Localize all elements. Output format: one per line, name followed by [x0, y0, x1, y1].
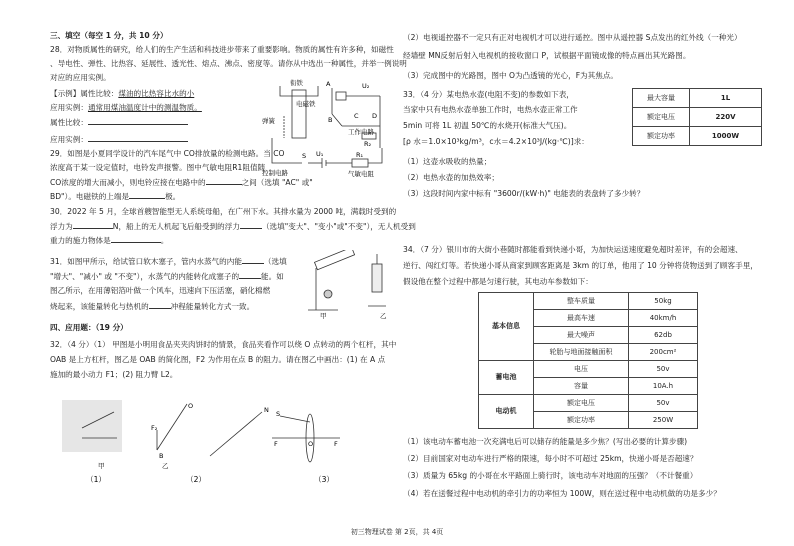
label-work-circuit: 工作电路 — [348, 128, 374, 136]
q31-line1-text: 31．如图甲所示，给试管口软木塞子，管内水蒸气的内能 — [50, 257, 242, 266]
q28-line1: 28．对物质属性的研究，给人们的生产生活和科技进步带来了重要影响。物质的属性有许多种，如磁性 — [50, 45, 394, 54]
q30-line2 — [50, 220, 416, 232]
q31-line4 — [50, 300, 254, 312]
q34-sub4: （4）若在送餐过程中电动机的牵引力的功率恒为 100W，则在送过程中电动机做的功是多少？ — [403, 489, 721, 498]
label-control-circuit: 控制电路 — [262, 169, 288, 177]
q28-line2: 、导电性、弹性、比热容、延展性、透光性、熔点、沸点、密度等。请你从中选出一种属性，并举一例说明 — [50, 59, 407, 68]
q32-cont-line2: 经墙壁 MN反射后射入电视机的接收窗口 P，试根据平面镜成像的特点画出其光路图。 — [403, 51, 691, 60]
table-row — [633, 127, 762, 146]
spec-key: 电压 — [534, 361, 629, 378]
circuit-diagram — [262, 78, 390, 180]
q33-line2: 当家中只有电热水壶单独工作时，电热水壶正常工作 — [403, 105, 578, 114]
q34-sub1: （1）该电动车蓄电池一次充满电后可以储存的能量是多少焦？(写出必要的计算步骤) — [403, 437, 688, 446]
q31-line3: 图乙所示，在用薄铝箔叶做一个风车，迅速向下压活塞，硝化棉燃 — [50, 286, 271, 295]
label-u2: U₂ — [362, 82, 370, 90]
fig-caption-3: （3） — [314, 475, 335, 484]
group-name: 基本信息 — [479, 293, 534, 361]
q28-example-app — [50, 102, 202, 113]
q30-line2-tail: （选填"变大"、"变小"或"不变"），无人机受到 — [261, 222, 416, 231]
section4-title: 四、应用题：（19 分） — [50, 323, 128, 332]
q30-line2-mid: N，船上的无人机起飞后船受到的浮力 — [112, 222, 240, 231]
label-b: B — [328, 116, 333, 124]
label-gas-sensor: 气敏电阻 — [348, 170, 374, 178]
label-r2: R₂ — [364, 140, 372, 148]
electromagnet-core — [292, 90, 306, 138]
section3-title: 三、填空（每空 1 分，共 10 分） — [50, 31, 168, 40]
armature-frame — [280, 86, 318, 96]
lens-label-s: S — [276, 410, 281, 418]
q32-figures — [62, 398, 382, 486]
q28-app-blank[interactable] — [88, 133, 188, 142]
q33-line1: 33．（4 分）某电热水壶(电阻不变)的参数如下表， — [403, 90, 574, 99]
q31-line4-tail: 冲程能量转化方式一致。 — [170, 302, 255, 311]
spec-value: 62db — [629, 327, 698, 344]
label-r1: R₁ — [356, 151, 364, 159]
q28-app — [50, 133, 188, 145]
group-name: 蓄电池 — [479, 361, 534, 395]
q31-label-jia: 甲 — [320, 312, 327, 320]
q28-example-label: 【示例】属性比较： — [50, 89, 119, 98]
label-s: S — [302, 152, 307, 160]
lens-label-o: O — [308, 440, 314, 448]
q29-blank2[interactable] — [129, 190, 165, 199]
table-row — [479, 293, 698, 310]
spec-value: 40km/h — [629, 310, 698, 327]
q31-line2-text: "增大"、"减小" 或 "不变"），水蒸气的内能转化成塞子的 — [50, 272, 240, 281]
label-spring: 弹簧 — [262, 117, 275, 125]
spec-key: 最大噪声 — [534, 327, 629, 344]
q29-line3-text: CO浓度的增大而减小，则电铃应接在电路中的 — [50, 178, 206, 187]
spec-value: 1000W — [690, 127, 762, 146]
q34-line3: 假设他在整个过程中都是匀速行驶，其电动车参数如下： — [403, 277, 593, 286]
q31-line1 — [50, 255, 287, 267]
label-c: C — [354, 112, 359, 120]
spec-value: 220V — [690, 108, 762, 127]
q33-sub3: （3）这段时间内家中标有 "3600r/(kW·h)" 电能表的表盘转了多少转？ — [403, 189, 645, 198]
q29-line3-tail: 之间（选填 "AC" 或" — [241, 178, 313, 187]
q34-sub2: （2）目前国家对电动车进行严格的限速，每小时不可超过 25km，快递小哥是否超速？ — [403, 454, 698, 463]
q30-line3-tail: 。 — [160, 236, 169, 245]
incident-ray — [280, 416, 310, 422]
spec-key: 轮胎与地面接触面积 — [534, 344, 629, 361]
q30-blank2[interactable] — [240, 220, 262, 229]
q34-line1: 34．（7 分）银川市的大街小巷随时都能看到快递小哥，为加快运送速度避免超时差评，有的会超速、 — [403, 245, 743, 254]
lens-label-f-left: F — [274, 440, 278, 448]
spec-key: 额定功率 — [633, 127, 690, 146]
mirror-label-n: N — [264, 406, 269, 414]
q28-line3: 对应的应用实例。 — [50, 73, 111, 82]
spec-value: 250W — [629, 412, 698, 429]
label-a: A — [326, 80, 331, 88]
q33-sub2: （2）电热水壶的加热效率； — [403, 173, 499, 182]
q28-prop-label: 属性比较： — [50, 118, 88, 127]
q34-spec-table — [478, 292, 698, 429]
spec-key: 最大容量 — [633, 89, 690, 108]
q30-line2-text: 浮力为 — [50, 222, 73, 231]
lens-label-f-right: F — [334, 440, 338, 448]
spec-key: 容量 — [534, 378, 629, 395]
q31-blank2[interactable] — [239, 270, 261, 279]
q33-sub1: （1）这壶水吸收的热量； — [403, 157, 492, 166]
q31-label-yi: 乙 — [380, 312, 387, 320]
q29-line4-tail: 极。 — [165, 192, 181, 201]
clip-arm — [82, 412, 114, 428]
spec-key: 最高车速 — [534, 310, 629, 327]
spec-value: 10A.h — [629, 378, 698, 395]
q30-blank1[interactable] — [73, 220, 113, 229]
q33-spec-table — [632, 88, 762, 146]
q28-example-value: 煤油的比热容比水的小 — [118, 89, 195, 98]
burner — [324, 290, 332, 298]
q34-line2: 逆行、闯红灯等。若快递小哥从商家到顾客距离是 3km 的订单，他用了 10 分钟将货物送到了顾客手里， — [403, 261, 758, 270]
spec-value: 1L — [690, 89, 762, 108]
q31-figures — [298, 250, 392, 320]
q30-line3 — [50, 234, 168, 246]
fig-label-jia: 甲 — [98, 462, 105, 470]
q28-prop — [50, 116, 188, 128]
q28-prop-blank[interactable] — [88, 116, 188, 125]
spec-value: 200cm² — [629, 344, 698, 361]
q34-sub3: （3）质量为 65kg 的小哥在水平路面上骑行时，该电动车对地面的压强？（不计餐重） — [403, 471, 698, 480]
mirror-mn — [210, 412, 262, 456]
q32-line1: 32．（4 分）（1） 甲图是小明用食品夹夹肉饼时的情景，食品夹看作可以绕 O 点转动的两个杠杆，其中 — [50, 340, 397, 349]
group-name: 电动机 — [479, 395, 534, 429]
spec-value: 50v — [629, 361, 698, 378]
q31-line4-text: 烧起来，该能量转化与热机的 — [50, 302, 149, 311]
q32-cont-line3: （3）完成图中的光路图，图中 O为凸透镜的光心，F为其焦点。 — [403, 71, 619, 80]
label-u1: U₁ — [316, 150, 324, 158]
bell-box — [336, 92, 346, 100]
table-row — [479, 395, 698, 412]
q29-blank1[interactable] — [206, 176, 242, 185]
label-armature: 衔铁 — [290, 79, 303, 87]
label-d: D — [372, 112, 378, 120]
q32-line2: OAB 是上方杠杆，图乙是 OAB 的简化图，F2 为作用在点 B 的阻力。请在图乙中画出：(1) 在 A 点 — [50, 355, 386, 364]
q29-line4-text: BD"）。电磁铁的上端是 — [50, 192, 130, 201]
table-row — [633, 108, 762, 127]
lever-label-b: B — [159, 452, 164, 460]
spec-key: 额定功率 — [534, 412, 629, 429]
q31-blank3[interactable] — [149, 300, 171, 309]
piston-tube — [372, 264, 382, 292]
q28-example — [50, 88, 194, 99]
spec-key: 额定电压 — [534, 395, 629, 412]
table-row — [633, 89, 762, 108]
spec-key: 整车质量 — [534, 293, 629, 310]
spec-value: 50v — [629, 395, 698, 412]
q32-cont-line1: （2）电视遥控器不一定只有正对电视机才可以进行遥控。图中从遥控器 S点发出的红外线（一种光） — [403, 33, 742, 42]
page-footer: 初三物理试卷 第 2页，共 4页 — [350, 528, 444, 536]
q33-line3: 5min 可将 1L 初温 50℃的水烧开(标准大气压)。 — [403, 121, 572, 130]
q28-example-app-label: 应用实例： — [50, 103, 88, 112]
q29-line2: 浓度高于某一设定值时，电铃发声报警。图中气敏电阻R1阻值随 — [50, 163, 266, 172]
lever-label-f2: F₂ — [151, 424, 158, 432]
q30-line3-text: 重力的施力物体是 — [50, 236, 111, 245]
q30-blank3[interactable] — [111, 234, 161, 243]
fig-caption-1: （1） — [86, 475, 107, 484]
table-row — [479, 361, 698, 378]
fig-caption-2: （2） — [186, 475, 207, 484]
gas-sensor-r1 — [352, 159, 368, 167]
fig-label-yi: 乙 — [162, 462, 169, 470]
q28-example-app-value: 通常用煤油温度计中的测温物质。 — [87, 103, 202, 112]
q33-line4: [ρ 水＝1.0×10³kg/m³，c水＝4.2×10³J/(kg·℃)]求： — [403, 137, 589, 146]
q28-app-label: 应用实例： — [50, 135, 88, 144]
spec-key: 额定电压 — [633, 108, 690, 127]
lever-oab — [157, 404, 187, 450]
q29-line1: 29．如图是小夏同学设计的汽车尾气中 CO排放量的检测电路。当 CO — [50, 149, 285, 158]
q29-line4 — [50, 190, 180, 202]
q30-line1: 30．2022 年 5 月，全球首艘智能型无人系统母船，在广州下水。其排水量为 2000 吨，满载时受到的 — [50, 207, 397, 216]
q31-blank1[interactable] — [242, 255, 264, 264]
q32-line3: 施加的最小动力 F1；(2) 阻力臂 L2。 — [50, 370, 178, 379]
label-electromagnet: 电磁铁 — [296, 100, 316, 108]
q31-line2-tail: 能。如 — [261, 272, 284, 281]
q31-line2 — [50, 270, 284, 282]
q31-line1-tail: （选填 — [263, 257, 287, 266]
spec-value: 50kg — [629, 293, 698, 310]
test-tube — [315, 250, 355, 270]
lever-label-o: O — [188, 402, 194, 410]
